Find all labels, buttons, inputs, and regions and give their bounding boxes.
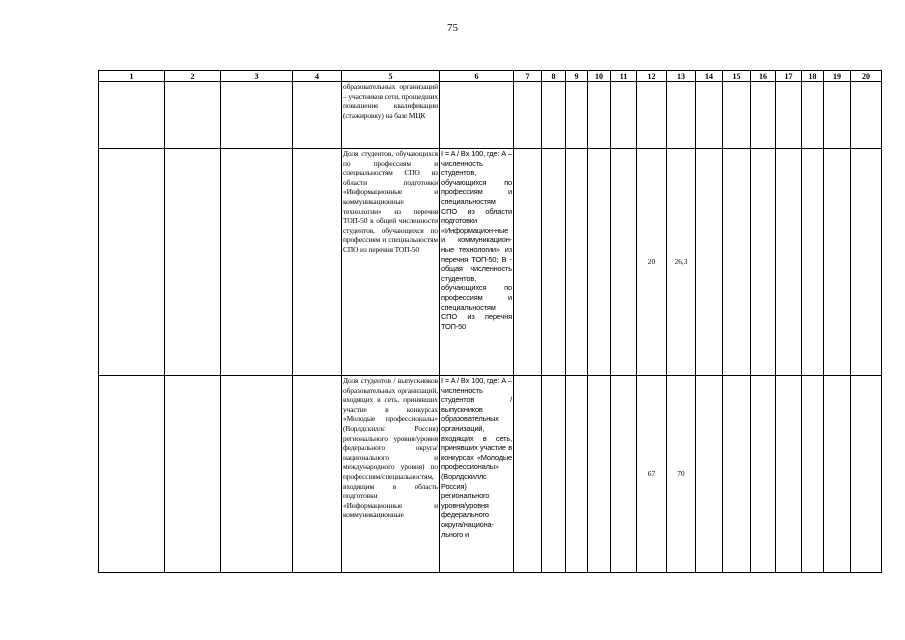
table-cell (293, 82, 342, 149)
page-number: 75 (447, 22, 458, 34)
column-header: 3 (221, 71, 293, 82)
value-cell-col13: 70 (667, 376, 696, 573)
table-cell (776, 82, 802, 149)
table-cell (99, 376, 165, 573)
table-cell (588, 376, 611, 573)
table-row (99, 82, 882, 149)
column-header: 17 (776, 71, 802, 82)
table-cell (566, 149, 588, 376)
value-cell-col13: 26,3 (667, 149, 696, 376)
table-cell (696, 82, 723, 149)
value-cell-col12: 67 (637, 376, 667, 573)
table-cell (293, 376, 342, 573)
table-cell (99, 82, 165, 149)
table-cell (611, 376, 637, 573)
table-cell (776, 376, 802, 573)
table-cell (99, 149, 165, 376)
table-cell (611, 149, 637, 376)
formula-cell (440, 82, 514, 149)
table-cell (514, 149, 542, 376)
column-header: 18 (802, 71, 824, 82)
table-cell (165, 82, 221, 149)
table-cell (696, 376, 723, 573)
column-header: 9 (566, 71, 588, 82)
table-cell (851, 82, 882, 149)
table-cell (542, 82, 566, 149)
indicator-name-cell: образовательных организаций – участников сети, прошедших повышение квалификации (стажировку) на базе МЦК (342, 82, 440, 149)
table-cell (165, 376, 221, 573)
column-header: 14 (696, 71, 723, 82)
table-row (99, 149, 882, 376)
column-header: 20 (851, 71, 882, 82)
value-cell-col12 (637, 82, 667, 149)
table-cell (776, 149, 802, 376)
table-cell (824, 82, 851, 149)
table-cell (514, 82, 542, 149)
table-cell (723, 376, 751, 573)
column-number-row (99, 71, 882, 82)
table-cell (802, 149, 824, 376)
column-header: 5 (342, 71, 440, 82)
table-cell (221, 82, 293, 149)
table-cell (165, 149, 221, 376)
indicator-name-cell: Доля студентов / выпускников образовательных организаций, входящих в сеть, принявших участие в конкурсах «Молодые профессионалы» (Ворлдскиллс Россия) регионального уровня/уровня федерального округа/национального и международного уровня) по профессиям/специальностям, входящим в область подготовки «Информационные и коммуникационные (342, 376, 440, 573)
table-cell (588, 82, 611, 149)
indicator-name-cell: Доля студентов, обучающихся по профессиям и специальностям СПО из области подготовки «Информационные и коммуникационные технологии» из перечня ТОП-50 в общей численности студентов, обучающихся по профессиям и специальностям СПО из перечня ТОП-50 (342, 149, 440, 376)
formula-cell: I = A / Bх 100, где: А – численность студентов / выпускников образовательных организаций, входящих в сеть, принявших участие в конкурсах «Молодые профессионалы» (Ворлдскиллс Россия) регионального уровня/уровня федерального округа/национа-льного и (440, 376, 514, 573)
table-cell (802, 82, 824, 149)
table-cell (851, 149, 882, 376)
column-header: 2 (165, 71, 221, 82)
table-cell (751, 376, 776, 573)
value-cell-col13 (667, 82, 696, 149)
table-cell (723, 82, 751, 149)
column-header: 7 (514, 71, 542, 82)
table-cell (802, 376, 824, 573)
column-header: 6 (440, 71, 514, 82)
table-cell (824, 149, 851, 376)
column-header: 11 (611, 71, 637, 82)
table-cell (824, 376, 851, 573)
table-cell (588, 149, 611, 376)
indicators-table (98, 70, 882, 573)
value-cell-col12: 20 (637, 149, 667, 376)
table-cell (566, 376, 588, 573)
column-header: 13 (667, 71, 696, 82)
table-row (99, 376, 882, 573)
table-cell (751, 149, 776, 376)
column-header: 16 (751, 71, 776, 82)
table-cell (751, 82, 776, 149)
column-header: 10 (588, 71, 611, 82)
table-cell (514, 376, 542, 573)
column-header: 4 (293, 71, 342, 82)
column-header: 1 (99, 71, 165, 82)
column-header: 8 (542, 71, 566, 82)
table-cell (542, 376, 566, 573)
table-cell (221, 376, 293, 573)
column-header: 12 (637, 71, 667, 82)
table-cell (293, 149, 342, 376)
formula-cell: I = A / Bх 100, где: А – численность студентов, обучающихся по профессиям и специальностям СПО из области подготовки «Информацион-ные и коммуникацион-ные технологии» из перечня ТОП-50; В - общая численность студентов, обучающихся по профессиям и специальностям СПО из перечня ТОП-50 (440, 149, 514, 376)
table-cell (851, 376, 882, 573)
column-header: 15 (723, 71, 751, 82)
table-cell (566, 82, 588, 149)
table-cell (696, 149, 723, 376)
table-cell (723, 149, 751, 376)
column-header: 19 (824, 71, 851, 82)
table-cell (221, 149, 293, 376)
table-cell (542, 149, 566, 376)
table-cell (611, 82, 637, 149)
